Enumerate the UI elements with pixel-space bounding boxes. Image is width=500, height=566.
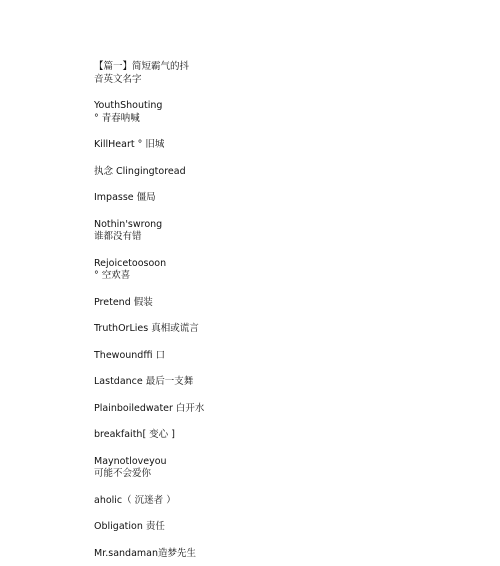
name-entry bbox=[94, 166, 474, 179]
name-entry bbox=[94, 495, 474, 508]
entry-line: Pretend 假装 bbox=[94, 296, 153, 308]
title-line: 【篇一】简短霸气的抖 bbox=[94, 61, 190, 72]
entry-line: aholic（ 沉迷者 ） bbox=[94, 494, 176, 506]
name-entry bbox=[94, 456, 474, 481]
name-entry bbox=[94, 403, 474, 416]
entry-line: 可能不会爱你 bbox=[94, 468, 152, 479]
name-entry bbox=[94, 139, 474, 152]
title-line: 音英文名字 bbox=[94, 73, 142, 85]
name-entry bbox=[94, 429, 474, 442]
entry-line: TruthOrLies 真相或谎言 bbox=[94, 323, 199, 334]
entry-line: YouthShouting bbox=[94, 100, 163, 111]
entry-line: Nothin'swrong bbox=[94, 218, 163, 230]
name-entry bbox=[94, 548, 474, 561]
name-entry bbox=[94, 258, 474, 283]
entry-line: ° 青春呐喊 bbox=[94, 112, 140, 124]
entry-line: Thewoundffi 口 bbox=[94, 349, 166, 361]
name-entry bbox=[94, 100, 474, 125]
entry-line: Plainboiledwater 白开水 bbox=[94, 402, 205, 414]
name-entry bbox=[94, 297, 474, 310]
entry-line: Maynotloveyou bbox=[94, 455, 167, 467]
entry-line: breakfaith[ 变心 ] bbox=[94, 429, 175, 440]
entry-line: ° 空欢喜 bbox=[94, 270, 131, 281]
entry-line: Obligation 责任 bbox=[94, 521, 165, 532]
name-entry bbox=[94, 376, 474, 389]
name-entry bbox=[94, 192, 474, 205]
name-entry bbox=[94, 350, 474, 363]
name-entry bbox=[94, 521, 474, 534]
entry-line: KillHeart ° 旧城 bbox=[94, 139, 165, 150]
entry-line: Lastdance 最后一支舞 bbox=[94, 376, 194, 387]
name-entry bbox=[94, 323, 474, 336]
entry-line: Impasse 僵局 bbox=[94, 192, 156, 203]
entry-line: Mr.sandaman造梦先生 bbox=[94, 547, 196, 559]
name-entry bbox=[94, 219, 474, 244]
document-title bbox=[94, 61, 474, 86]
entry-line: Rejoicetoosoon bbox=[94, 257, 167, 269]
document-body bbox=[94, 61, 474, 560]
entry-line: 谁都没有错 bbox=[94, 231, 142, 242]
entry-line: 执念 Clingingtoread bbox=[94, 165, 186, 177]
